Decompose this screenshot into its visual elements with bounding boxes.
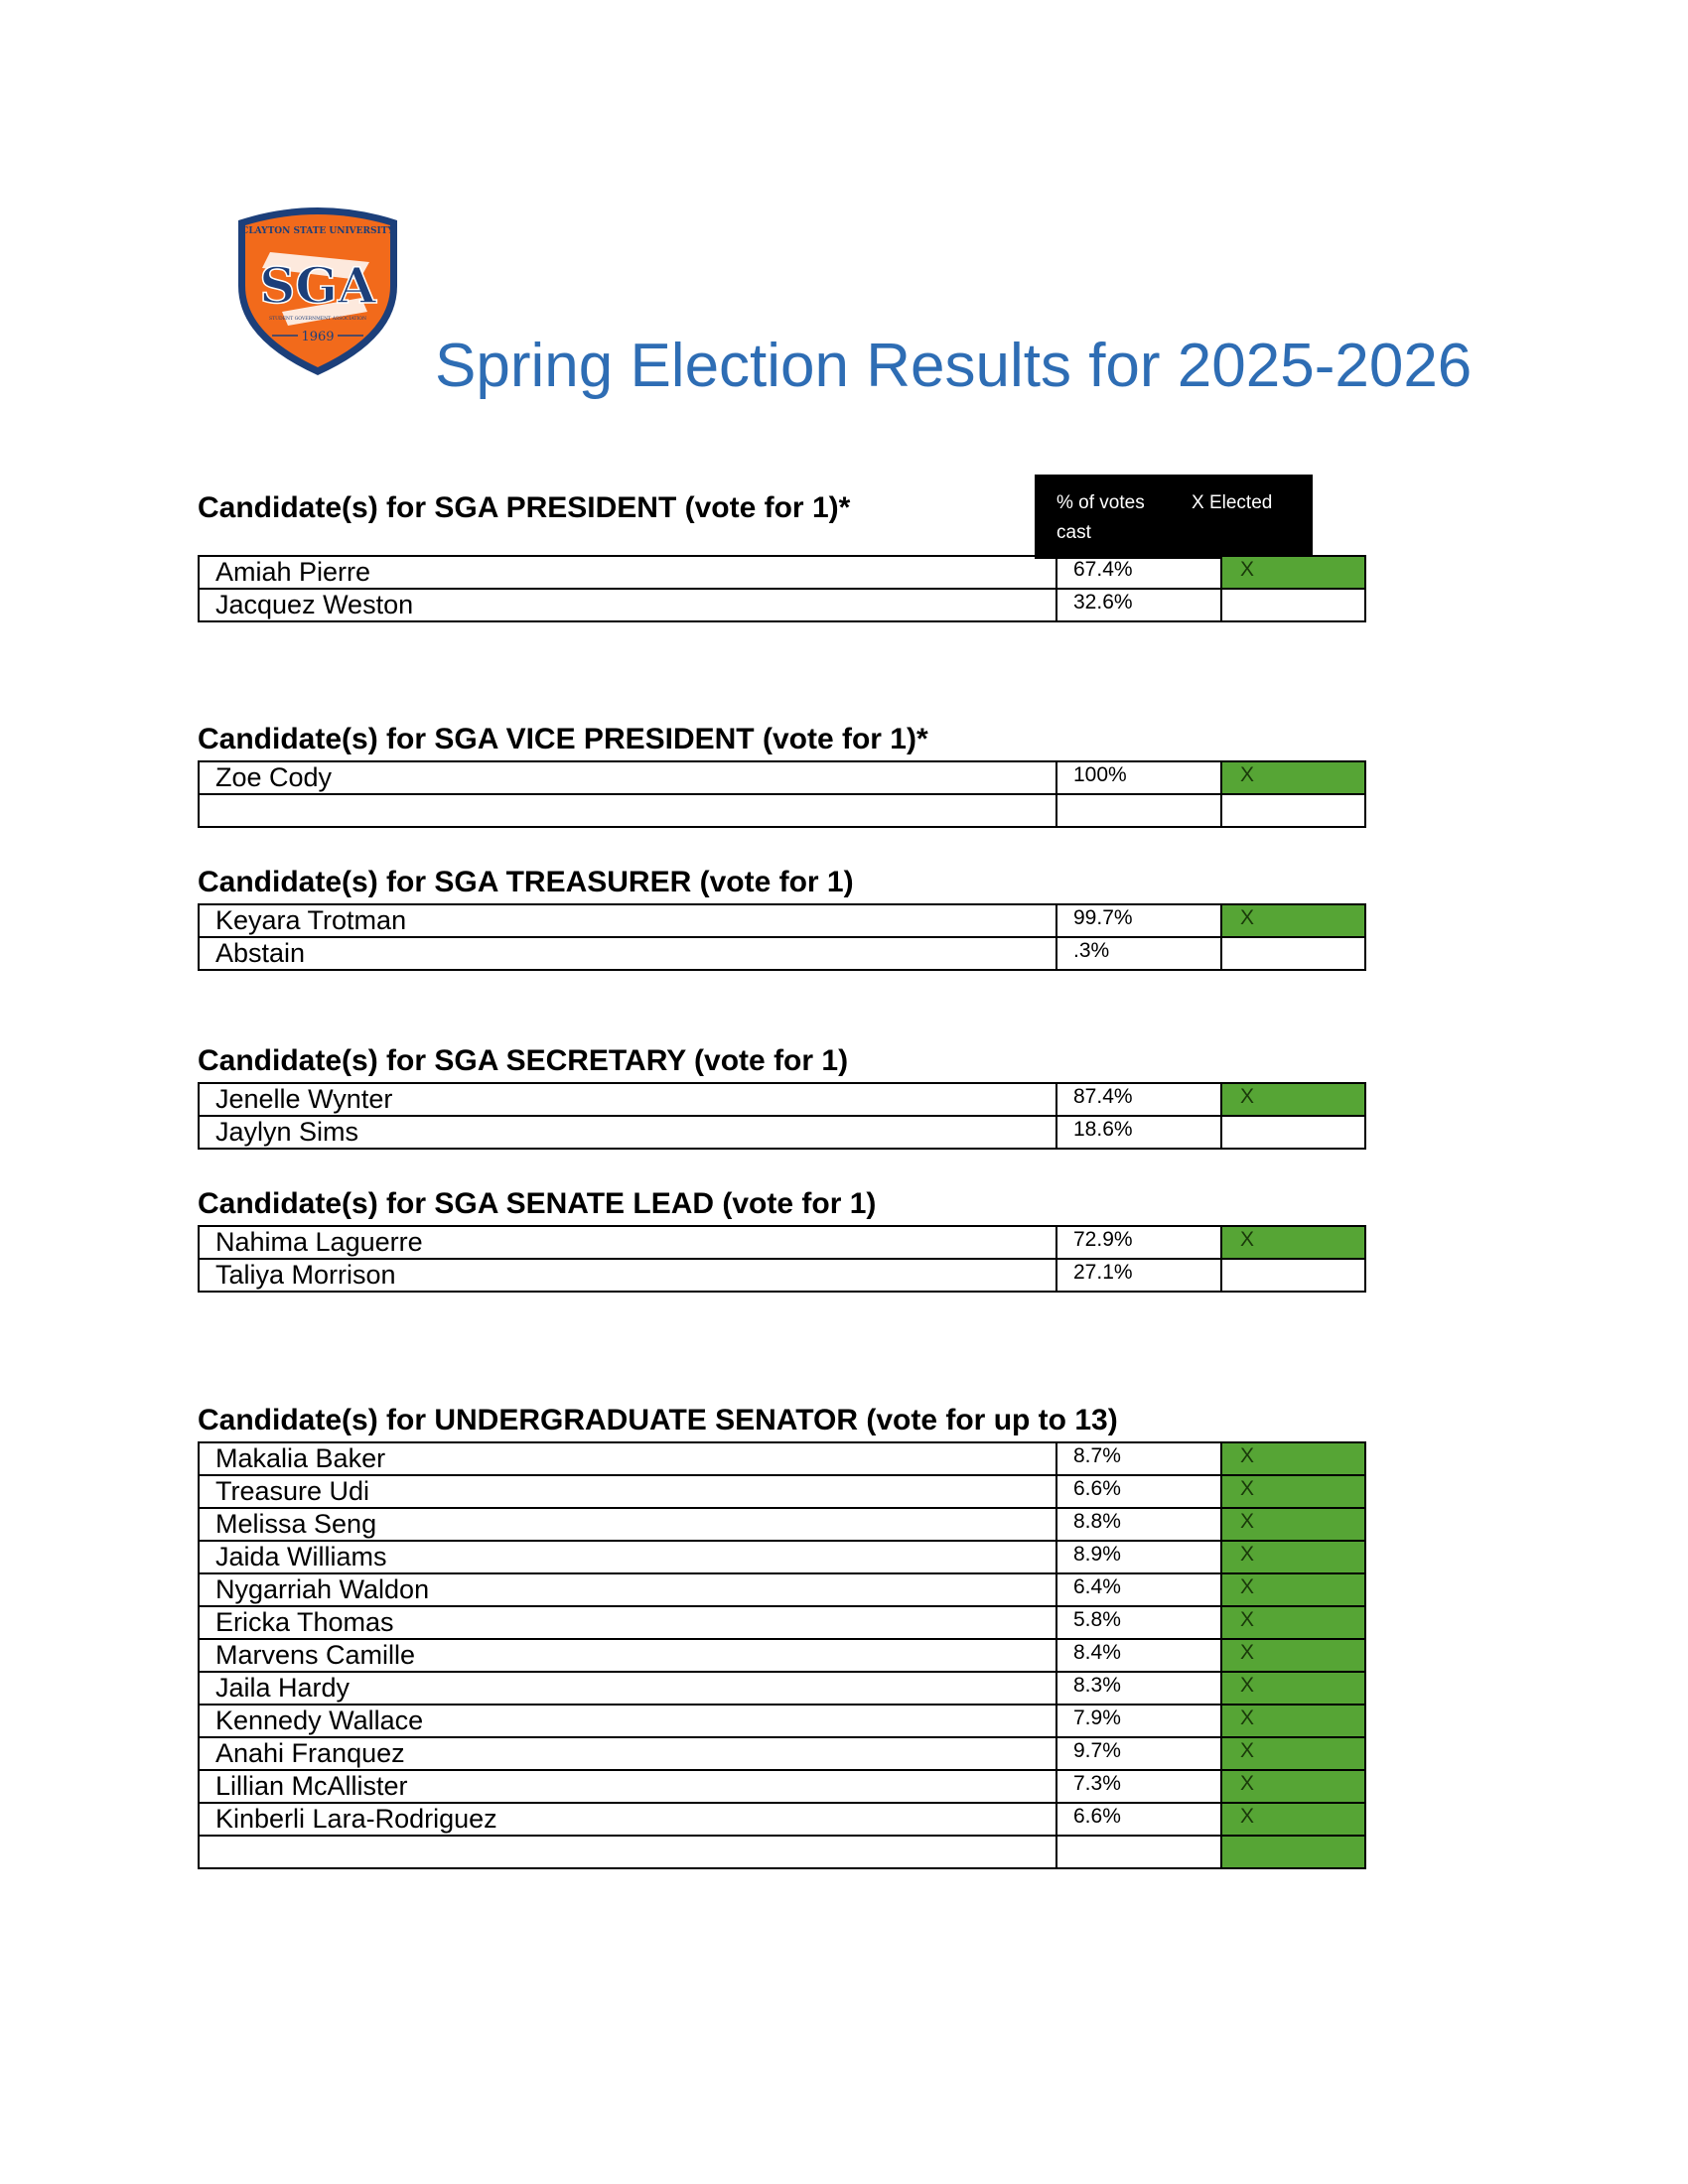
vote-percent: 27.1% <box>1056 1259 1221 1292</box>
vote-percent <box>1056 1836 1221 1868</box>
elected-mark: X <box>1221 1672 1365 1705</box>
elected-mark: X <box>1221 1770 1365 1803</box>
elected-mark: X <box>1221 1226 1365 1259</box>
candidate-name: Jaila Hardy <box>199 1672 1056 1705</box>
elected-mark: X <box>1221 761 1365 794</box>
vote-percent: 8.8% <box>1056 1508 1221 1541</box>
table-row <box>199 1573 1365 1606</box>
candidate-name <box>199 794 1056 827</box>
sga-logo <box>232 201 403 377</box>
vote-percent: 7.9% <box>1056 1705 1221 1737</box>
vote-percent: 8.3% <box>1056 1672 1221 1705</box>
table-row <box>199 794 1365 827</box>
elected-mark <box>1221 794 1365 827</box>
candidate-name: Makalia Baker <box>199 1442 1056 1475</box>
table-row <box>199 1639 1365 1672</box>
vote-percent <box>1056 794 1221 827</box>
table-row <box>199 1803 1365 1836</box>
vote-percent: 8.7% <box>1056 1442 1221 1475</box>
table-row <box>199 1226 1365 1259</box>
elected-mark: X <box>1221 1803 1365 1836</box>
candidate-name: Keyara Trotman <box>199 904 1056 937</box>
candidate-name: Marvens Camille <box>199 1639 1056 1672</box>
section-title-undergraduate-senator: Candidate(s) for UNDERGRADUATE SENATOR (vote for up to 13) <box>198 1404 1118 1436</box>
vote-percent: 100% <box>1056 761 1221 794</box>
elected-mark: X <box>1221 1737 1365 1770</box>
elected-mark <box>1221 1116 1365 1149</box>
table-row <box>199 1259 1365 1292</box>
table-row <box>199 937 1365 970</box>
table-row <box>199 1606 1365 1639</box>
vote-percent: 6.6% <box>1056 1475 1221 1508</box>
elected-mark: X <box>1221 904 1365 937</box>
vote-percent: 67.4% <box>1056 556 1221 589</box>
elected-mark <box>1221 1836 1365 1868</box>
table-row <box>199 761 1365 794</box>
table-row <box>199 556 1365 589</box>
candidate-name: Lillian McAllister <box>199 1770 1056 1803</box>
candidate-name: Jaylyn Sims <box>199 1116 1056 1149</box>
section-title-president: Candidate(s) for SGA PRESIDENT (vote for 1)* <box>198 491 851 524</box>
elected-mark: X <box>1221 1541 1365 1573</box>
svg-text:1969: 1969 <box>301 330 335 344</box>
results-table-vice-president <box>198 760 1366 828</box>
vote-percent: 87.4% <box>1056 1083 1221 1116</box>
elected-mark: X <box>1221 1606 1365 1639</box>
candidate-name <box>199 1836 1056 1868</box>
elected-mark <box>1221 589 1365 621</box>
results-table-secretary <box>198 1082 1366 1150</box>
candidate-name: Anahi Franquez <box>199 1737 1056 1770</box>
svg-text:STUDENT GOVERNMENT ASSOCIATION: STUDENT GOVERNMENT ASSOCIATION <box>268 317 367 322</box>
elected-mark: X <box>1221 1705 1365 1737</box>
candidate-name: Zoe Cody <box>199 761 1056 794</box>
section-title-treasurer: Candidate(s) for SGA TREASURER (vote for 1) <box>198 866 854 898</box>
section-title-vice-president: Candidate(s) for SGA VICE PRESIDENT (vote for 1)* <box>198 723 928 755</box>
results-table-senate-lead <box>198 1225 1366 1293</box>
vote-percent: 8.9% <box>1056 1541 1221 1573</box>
vote-percent: 5.8% <box>1056 1606 1221 1639</box>
candidate-name: Nygarriah Waldon <box>199 1573 1056 1606</box>
candidate-name: Kinberli Lara-Rodriguez <box>199 1803 1056 1836</box>
table-row <box>199 1770 1365 1803</box>
table-row <box>199 589 1365 621</box>
elected-mark: X <box>1221 1475 1365 1508</box>
candidate-name: Jaida Williams <box>199 1541 1056 1573</box>
elected-header: X Elected <box>1192 492 1273 513</box>
results-table-treasurer <box>198 903 1366 971</box>
table-row <box>199 1442 1365 1475</box>
table-row <box>199 1541 1365 1573</box>
table-row <box>199 1836 1365 1868</box>
pct-votes-header: % of votes cast <box>1056 492 1145 543</box>
candidate-name: Ericka Thomas <box>199 1606 1056 1639</box>
elected-mark: X <box>1221 556 1365 589</box>
vote-percent: 99.7% <box>1056 904 1221 937</box>
elected-mark: X <box>1221 1573 1365 1606</box>
vote-percent: 8.4% <box>1056 1639 1221 1672</box>
results-column-header <box>1035 475 1313 559</box>
table-row <box>199 1508 1365 1541</box>
candidate-name: Abstain <box>199 937 1056 970</box>
table-row <box>199 1737 1365 1770</box>
candidate-name: Jenelle Wynter <box>199 1083 1056 1116</box>
candidate-name: Jacquez Weston <box>199 589 1056 621</box>
section-title-secretary: Candidate(s) for SGA SECRETARY (vote for 1) <box>198 1044 849 1077</box>
vote-percent: .3% <box>1056 937 1221 970</box>
results-table-undergraduate-senator <box>198 1441 1366 1869</box>
candidate-name: Amiah Pierre <box>199 556 1056 589</box>
elected-mark: X <box>1221 1508 1365 1541</box>
table-row <box>199 1705 1365 1737</box>
elected-mark: X <box>1221 1442 1365 1475</box>
table-row <box>199 1083 1365 1116</box>
vote-percent: 72.9% <box>1056 1226 1221 1259</box>
results-table-president <box>198 555 1366 622</box>
elected-mark <box>1221 1259 1365 1292</box>
vote-percent: 6.6% <box>1056 1803 1221 1836</box>
candidate-name: Taliya Morrison <box>199 1259 1056 1292</box>
candidate-name: Nahima Laguerre <box>199 1226 1056 1259</box>
elected-mark: X <box>1221 1639 1365 1672</box>
page-title: Spring Election Results for 2025-2026 <box>435 332 1473 400</box>
vote-percent: 6.4% <box>1056 1573 1221 1606</box>
candidate-name: Melissa Seng <box>199 1508 1056 1541</box>
section-title-senate-lead: Candidate(s) for SGA SENATE LEAD (vote for 1) <box>198 1187 877 1220</box>
table-row <box>199 1475 1365 1508</box>
table-row <box>199 1672 1365 1705</box>
table-row <box>199 1116 1365 1149</box>
candidate-name: Treasure Udi <box>199 1475 1056 1508</box>
vote-percent: 32.6% <box>1056 589 1221 621</box>
svg-text:CLAYTON STATE UNIVERSITY: CLAYTON STATE UNIVERSITY <box>241 226 394 236</box>
elected-mark <box>1221 937 1365 970</box>
elected-mark: X <box>1221 1083 1365 1116</box>
svg-text:SGA: SGA <box>259 256 376 315</box>
vote-percent: 18.6% <box>1056 1116 1221 1149</box>
table-row <box>199 904 1365 937</box>
candidate-name: Kennedy Wallace <box>199 1705 1056 1737</box>
vote-percent: 7.3% <box>1056 1770 1221 1803</box>
vote-percent: 9.7% <box>1056 1737 1221 1770</box>
